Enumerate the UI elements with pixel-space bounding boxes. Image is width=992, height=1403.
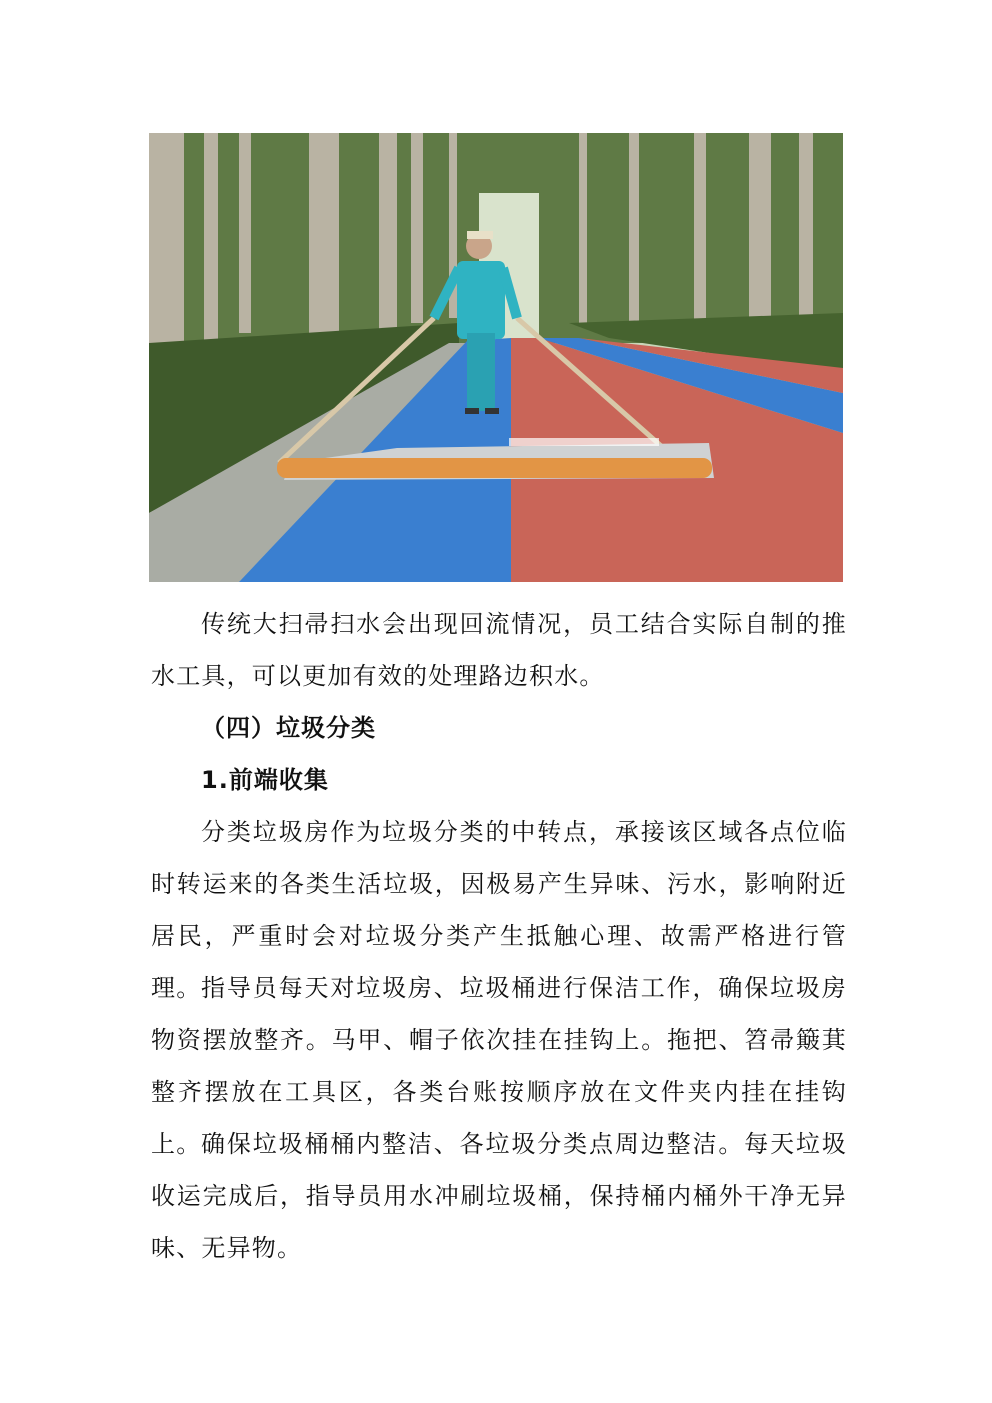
pusher-pattern	[509, 438, 659, 446]
paragraph-bin-cleanliness: 确保垃圾桶桶内整洁、各垃圾分类点周边整洁。每天垃圾收运完成后，指导员用水冲刷垃圾桶，保持桶内桶外干净无异味、无异物。	[151, 1130, 847, 1262]
section-heading-garbage-sorting: （四）垃圾分类	[201, 714, 376, 742]
paragraph-garbage-room: 分类垃圾房作为垃圾分类的中转点，承接该区域各点位临时转运来的各类生活垃圾，因极易产生异味、污水，影响附近居民，严重时会对垃圾分类产生抵触心理、故需严格进行管理。	[151, 818, 847, 1002]
paragraph-water-pusher: 传统大扫帚扫水会出现回流情况，员工结合实际自制的推水工具，可以更加有效的处理路边积水。	[151, 610, 847, 690]
worker-photo	[149, 133, 843, 582]
subsection-heading-front-collection: 1.前端收集	[201, 766, 329, 794]
worker-photo-illustration	[149, 133, 843, 582]
pusher-tube	[277, 458, 712, 478]
paragraph-daily-cleaning: 指导员每天对垃圾房、垃圾桶进行保洁工作，确保垃圾房物资摆放整齐。马甲、帽子依次挂在挂钩上。拖把、笤帚簸萁整齐摆放在工具区，各类台账按顺序放在文件夹内挂在挂钩上。	[151, 974, 847, 1158]
